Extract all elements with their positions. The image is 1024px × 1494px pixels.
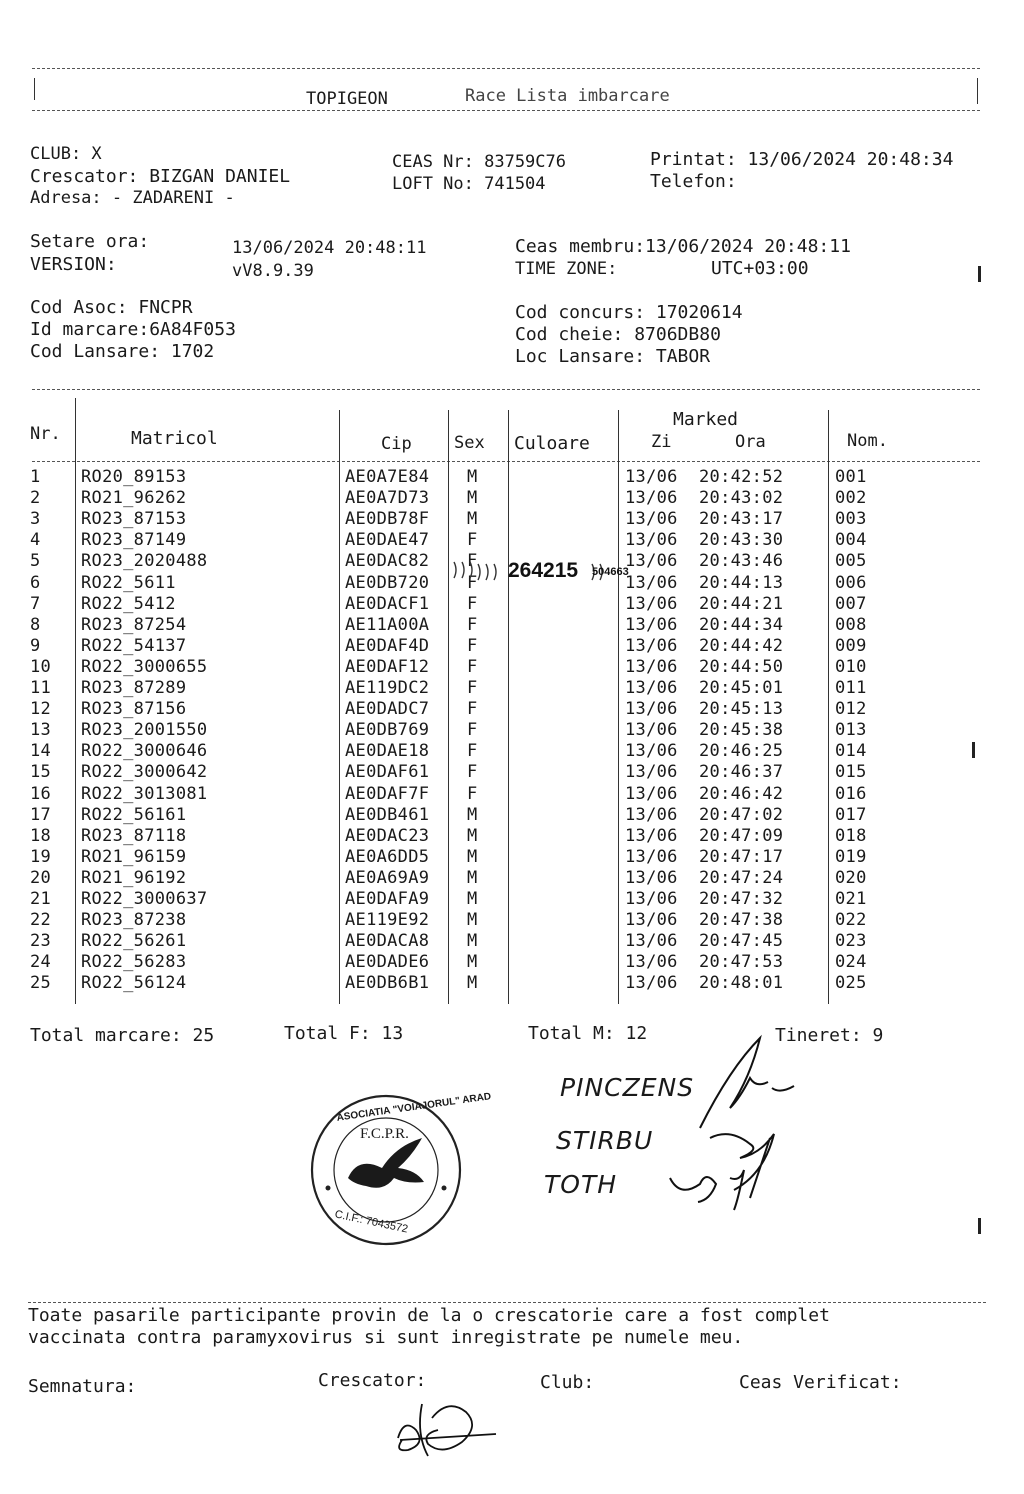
table-row	[0, 741, 1024, 762]
table-row	[0, 805, 1024, 826]
cell-matricol: RO22_3000646	[81, 741, 208, 762]
cell-nr: 9	[30, 635, 41, 656]
cell-ora: 20:47:24	[699, 867, 784, 888]
cell-zi: 13/06	[625, 551, 678, 572]
cell-ora: 20:46:37	[699, 762, 784, 783]
cell-nom: 024	[835, 952, 867, 973]
cell-cip: AE0DADE6	[345, 952, 430, 973]
setare-ora-label: Setare ora:	[30, 231, 150, 252]
cell-ora: 20:47:53	[699, 952, 784, 973]
cell-cip: AE0DAC82	[345, 551, 430, 572]
cell-nom: 003	[835, 509, 867, 530]
cell-nom: 001	[835, 467, 867, 487]
cell-nr: 19	[30, 846, 52, 867]
cell-ora: 20:44:21	[699, 593, 784, 614]
cell-matricol: RO21_96262	[81, 488, 187, 509]
cell-cip: AE11A00A	[345, 614, 430, 635]
cell-zi: 13/06	[625, 488, 678, 509]
cell-nom: 013	[835, 720, 867, 741]
seal-label	[452, 556, 629, 590]
cell-sex: M	[467, 509, 478, 530]
cell-cip: AE0DAC23	[345, 825, 430, 846]
cell-cip: AE0A7E84	[345, 467, 430, 487]
report-subtitle: Race Lista imbarcare	[465, 86, 670, 106]
cell-nr: 16	[30, 783, 52, 804]
cell-zi: 13/06	[625, 509, 678, 530]
table-row	[0, 615, 1024, 636]
cell-cip: AE0A7D73	[345, 488, 430, 509]
cell-sex: M	[467, 952, 478, 973]
table-row	[0, 657, 1024, 678]
cell-ora: 20:43:46	[699, 551, 784, 572]
cell-nr: 6	[30, 572, 41, 593]
table-row	[0, 467, 1024, 488]
version-label: VERSION:	[30, 254, 117, 275]
cell-matricol: RO22_54137	[81, 635, 187, 656]
association-stamp	[308, 1091, 492, 1248]
cell-nom: 016	[835, 783, 867, 804]
cell-zi: 13/06	[625, 804, 678, 825]
cell-zi: 13/06	[625, 931, 678, 952]
header-right-border	[977, 78, 978, 104]
cell-nr: 12	[30, 699, 52, 720]
table-row	[0, 826, 1024, 847]
cell-zi: 13/06	[625, 699, 678, 720]
cell-zi: 13/06	[625, 846, 678, 867]
table-row	[0, 636, 1024, 657]
table-row	[0, 530, 1024, 551]
cell-zi: 13/06	[625, 656, 678, 677]
cell-ora: 20:42:52	[699, 467, 784, 487]
cell-zi: 13/06	[625, 952, 678, 973]
table-row	[0, 931, 1024, 952]
cell-nom: 014	[835, 741, 867, 762]
col-header-zi: Zi	[651, 432, 672, 452]
cell-sex: M	[467, 846, 478, 867]
cell-matricol: RO23_87149	[81, 530, 187, 551]
cell-cip: AE0DB769	[345, 720, 430, 741]
cell-ora: 20:44:13	[699, 572, 784, 593]
cell-nr: 18	[30, 825, 52, 846]
cell-nr: 7	[30, 593, 41, 614]
club-line: CLUB: X	[30, 144, 102, 164]
cell-nom: 005	[835, 551, 867, 572]
cell-zi: 13/06	[625, 720, 678, 741]
cell-matricol: RO23_2020488	[81, 551, 208, 572]
club-sign-label: Club:	[540, 1372, 595, 1393]
cod-concurs: Cod concurs: 17020614	[515, 302, 743, 323]
cell-nom: 017	[835, 804, 867, 825]
margin-mark	[978, 1218, 981, 1234]
cell-zi: 13/06	[625, 572, 678, 593]
cell-zi: 13/06	[625, 467, 678, 487]
cell-sex: F	[467, 699, 478, 720]
cell-matricol: RO22_5611	[81, 572, 176, 593]
cell-matricol: RO23_87118	[81, 825, 187, 846]
cell-sex: F	[467, 656, 478, 677]
cell-ora: 20:45:38	[699, 720, 784, 741]
cell-matricol: RO22_3013081	[81, 783, 208, 804]
cell-sex: M	[467, 867, 478, 888]
cell-cip: AE0DB6B1	[345, 973, 430, 994]
cell-nom: 019	[835, 846, 867, 867]
cell-nom: 020	[835, 867, 867, 888]
cell-sex: M	[467, 931, 478, 952]
cell-cip: AE0DAFA9	[345, 889, 430, 909]
cell-nr: 25	[30, 973, 52, 994]
cell-sex: M	[467, 804, 478, 825]
cell-zi: 13/06	[625, 614, 678, 635]
statement-line-2: vaccinata contra paramyxovirus si sunt inregistrate pe numele meu.	[28, 1327, 744, 1348]
table-row	[0, 509, 1024, 530]
cell-nr: 24	[30, 952, 52, 973]
stamp-outer-text: ASOCIATIA "VOIAJORUL" ARAD	[335, 1091, 492, 1124]
col-header-nom: Nom.	[847, 431, 888, 451]
cell-nr: 20	[30, 867, 52, 888]
cell-nr: 22	[30, 910, 52, 931]
cell-matricol: RO22_3000637	[81, 889, 208, 909]
table-header-border	[32, 461, 980, 462]
cell-nom: 025	[835, 973, 867, 994]
table-row	[0, 973, 1024, 994]
cell-zi: 13/06	[625, 635, 678, 656]
cell-ora: 20:47:45	[699, 931, 784, 952]
cell-ora: 20:47:02	[699, 804, 784, 825]
cell-cip: AE0DB720	[345, 572, 430, 593]
col-header-marked: Marked	[673, 409, 739, 430]
total-marcare: Total marcare: 25	[30, 1025, 215, 1046]
cell-ora: 20:44:50	[699, 656, 784, 677]
cell-sex: M	[467, 488, 478, 509]
cell-nom: 018	[835, 825, 867, 846]
cell-zi: 13/06	[625, 973, 678, 994]
cell-zi: 13/06	[625, 910, 678, 931]
cell-sex: M	[467, 889, 478, 909]
cell-ora: 20:44:34	[699, 614, 784, 635]
stamp-cif: C.I.F.: 7043572	[333, 1208, 410, 1236]
cell-ora: 20:47:09	[699, 825, 784, 846]
cell-ora: 20:48:01	[699, 973, 784, 994]
cell-zi: 13/06	[625, 825, 678, 846]
cell-cip: AE0DB78F	[345, 509, 430, 530]
cell-matricol: RO22_5412	[81, 593, 176, 614]
cell-cip: AE0DB461	[345, 804, 430, 825]
cell-matricol: RO23_87254	[81, 614, 187, 635]
cell-cip: AE0DAE18	[345, 741, 430, 762]
cell-ora: 20:43:17	[699, 509, 784, 530]
cell-cip: AE0DAF4D	[345, 635, 430, 656]
cell-sex: M	[467, 973, 478, 994]
cell-nom: 012	[835, 699, 867, 720]
cell-matricol: RO22_3000655	[81, 656, 208, 677]
cell-matricol: RO21_96192	[81, 867, 187, 888]
cell-nr: 15	[30, 762, 52, 783]
cell-nom: 010	[835, 656, 867, 677]
cell-sex: F	[467, 572, 478, 593]
cell-sex: F	[467, 741, 478, 762]
crescator-signature	[392, 1398, 502, 1462]
cell-sex: F	[467, 720, 478, 741]
table-row	[0, 678, 1024, 699]
cell-matricol: RO20_89153	[81, 467, 187, 487]
stamp-inner-text: F.C.P.R.	[360, 1126, 409, 1142]
cell-sex: F	[467, 678, 478, 698]
col-header-nr: Nr.	[30, 424, 61, 444]
cell-ora: 20:45:13	[699, 699, 784, 720]
ceas-verificat-label: Ceas Verificat:	[739, 1372, 902, 1393]
cell-ora: 20:47:17	[699, 846, 784, 867]
header-bottom-border	[32, 110, 980, 111]
cell-cip: AE0A6DD5	[345, 846, 430, 867]
loft-no: LOFT No: 741504	[392, 174, 546, 194]
col-header-ora: Ora	[735, 432, 766, 452]
table-row	[0, 910, 1024, 931]
cell-nom: 023	[835, 931, 867, 952]
app-title: TOPIGEON	[306, 89, 388, 109]
cell-zi: 13/06	[625, 889, 678, 909]
time-zone-value: UTC+03:00	[711, 258, 809, 279]
cell-cip: AE0DAF61	[345, 762, 430, 783]
handwritten-name-1: PINCZENS	[560, 1073, 695, 1102]
cell-nr: 4	[30, 530, 41, 551]
cell-matricol: RO22_3000642	[81, 762, 208, 783]
table-row	[0, 488, 1024, 509]
cell-nr: 5	[30, 551, 41, 572]
cell-nom: 009	[835, 635, 867, 656]
version-value: vV8.9.39	[232, 261, 314, 281]
cell-zi: 13/06	[625, 678, 678, 698]
total-m: Total M: 12	[528, 1023, 648, 1044]
cell-matricol: RO22_56124	[81, 973, 187, 994]
cell-ora: 20:46:25	[699, 741, 784, 762]
crescator-sign-label: Crescator:	[318, 1370, 427, 1391]
cell-ora: 20:43:30	[699, 530, 784, 551]
table-row	[0, 720, 1024, 741]
table-row	[0, 847, 1024, 868]
cell-cip: AE0DACA8	[345, 931, 430, 952]
table-row	[0, 594, 1024, 615]
crescator-line: Crescator: BIZGAN DANIEL	[30, 166, 291, 187]
table-row	[0, 699, 1024, 720]
adresa-line: Adresa: - ZADARENI -	[30, 188, 235, 208]
cell-nr: 1	[30, 467, 41, 487]
cell-matricol: RO22_56161	[81, 804, 187, 825]
cell-sex: M	[467, 910, 478, 931]
cell-cip: AE119E92	[345, 910, 430, 931]
cell-zi: 13/06	[625, 867, 678, 888]
cell-matricol: RO21_96159	[81, 846, 187, 867]
table-row	[0, 784, 1024, 805]
cell-sex: F	[467, 762, 478, 783]
header-left-border	[34, 78, 35, 100]
seal-label-small-number: 504663	[592, 566, 629, 578]
cell-ora: 20:47:32	[699, 889, 784, 909]
handwritten-name-2: STIRBU	[556, 1126, 654, 1155]
cell-nr: 3	[30, 509, 41, 530]
cell-ora: 20:43:02	[699, 488, 784, 509]
cell-nr: 11	[30, 678, 52, 698]
cod-asoc: Cod Asoc: FNCPR	[30, 297, 193, 318]
cell-nom: 008	[835, 614, 867, 635]
cell-zi: 13/06	[625, 762, 678, 783]
cell-nom: 006	[835, 572, 867, 593]
cell-ora: 20:44:42	[699, 635, 784, 656]
cell-nr: 17	[30, 804, 52, 825]
cell-matricol: RO23_87289	[81, 678, 187, 698]
cell-cip: AE0A69A9	[345, 867, 430, 888]
cell-sex: F	[467, 530, 478, 551]
cell-cip: AE0DAF7F	[345, 783, 430, 804]
total-f: Total F: 13	[284, 1023, 404, 1044]
cell-nr: 14	[30, 741, 52, 762]
time-zone-label: TIME ZONE:	[515, 259, 618, 279]
table-row	[0, 889, 1024, 910]
cell-zi: 13/06	[625, 593, 678, 614]
col-header-sex: Sex	[454, 433, 485, 453]
cell-sex: F	[467, 635, 478, 656]
cod-cheie: Cod cheie: 8706DB80	[515, 324, 721, 345]
cell-sex: F	[467, 593, 478, 614]
cell-cip: AE0DACF1	[345, 593, 430, 614]
semnatura-label: Semnatura:	[28, 1376, 137, 1397]
tineret: Tineret: 9	[775, 1025, 884, 1046]
table-row	[0, 952, 1024, 973]
table-row	[0, 868, 1024, 889]
col-header-matricol: Matricol	[131, 428, 218, 449]
setare-ora-value: 13/06/2024 20:48:11	[232, 238, 427, 258]
margin-mark	[978, 266, 981, 282]
cell-zi: 13/06	[625, 783, 678, 804]
col-header-culoare: Culoare	[514, 433, 590, 454]
cell-nr: 23	[30, 931, 52, 952]
cell-sex: F	[467, 783, 478, 804]
cell-ora: 20:47:38	[699, 910, 784, 931]
handwritten-signatures	[640, 1028, 820, 1228]
cell-sex: F	[467, 551, 478, 572]
cell-matricol: RO22_56283	[81, 952, 187, 973]
header-top-border	[32, 68, 980, 69]
cod-lansare: Cod Lansare: 1702	[30, 341, 215, 362]
cell-nom: 015	[835, 762, 867, 783]
cell-cip: AE0DAF12	[345, 656, 430, 677]
cell-matricol: RO23_2001550	[81, 720, 208, 741]
cell-nom: 011	[835, 678, 867, 698]
telefon-line: Telefon:	[650, 171, 737, 192]
loc-lansare: Loc Lansare: TABOR	[515, 346, 711, 367]
printat-line: Printat: 13/06/2024 20:48:34	[650, 149, 954, 170]
cell-nr: 10	[30, 656, 52, 677]
cell-zi: 13/06	[625, 530, 678, 551]
cell-nr: 21	[30, 889, 52, 909]
cell-nom: 022	[835, 910, 867, 931]
cell-sex: F	[467, 614, 478, 635]
col-header-cip: Cip	[381, 434, 412, 454]
ceas-nr: CEAS Nr: 83759C76	[392, 152, 566, 172]
cell-matricol: RO23_87238	[81, 910, 187, 931]
cell-nom: 004	[835, 530, 867, 551]
cell-matricol: RO23_87156	[81, 699, 187, 720]
cell-nom: 007	[835, 593, 867, 614]
cell-matricol: RO22_56261	[81, 931, 187, 952]
cell-cip: AE0DADC7	[345, 699, 430, 720]
cell-nr: 2	[30, 488, 41, 509]
table-top-border	[32, 389, 980, 390]
statement-line-1: Toate pasarile participante provin de la o crescatorie care a fost complet	[28, 1305, 830, 1326]
footer-divider	[28, 1302, 986, 1303]
ceas-membru: Ceas membru:13/06/2024 20:48:11	[515, 236, 851, 257]
seal-label-number: 264215	[508, 559, 579, 582]
table-row	[0, 762, 1024, 783]
cell-nom: 021	[835, 889, 867, 909]
cell-nr: 8	[30, 614, 41, 635]
cell-cip: AE119DC2	[345, 678, 430, 698]
cell-matricol: RO23_87153	[81, 509, 187, 530]
cell-sex: M	[467, 467, 478, 487]
cell-cip: AE0DAE47	[345, 530, 430, 551]
cell-ora: 20:46:42	[699, 783, 784, 804]
cell-nr: 13	[30, 720, 52, 741]
cell-ora: 20:45:01	[699, 678, 784, 698]
id-marcare: Id marcare:6A84F053	[30, 319, 236, 340]
cell-nom: 002	[835, 488, 867, 509]
cell-zi: 13/06	[625, 741, 678, 762]
cell-sex: M	[467, 825, 478, 846]
handwritten-name-3: TOTH	[544, 1170, 618, 1199]
